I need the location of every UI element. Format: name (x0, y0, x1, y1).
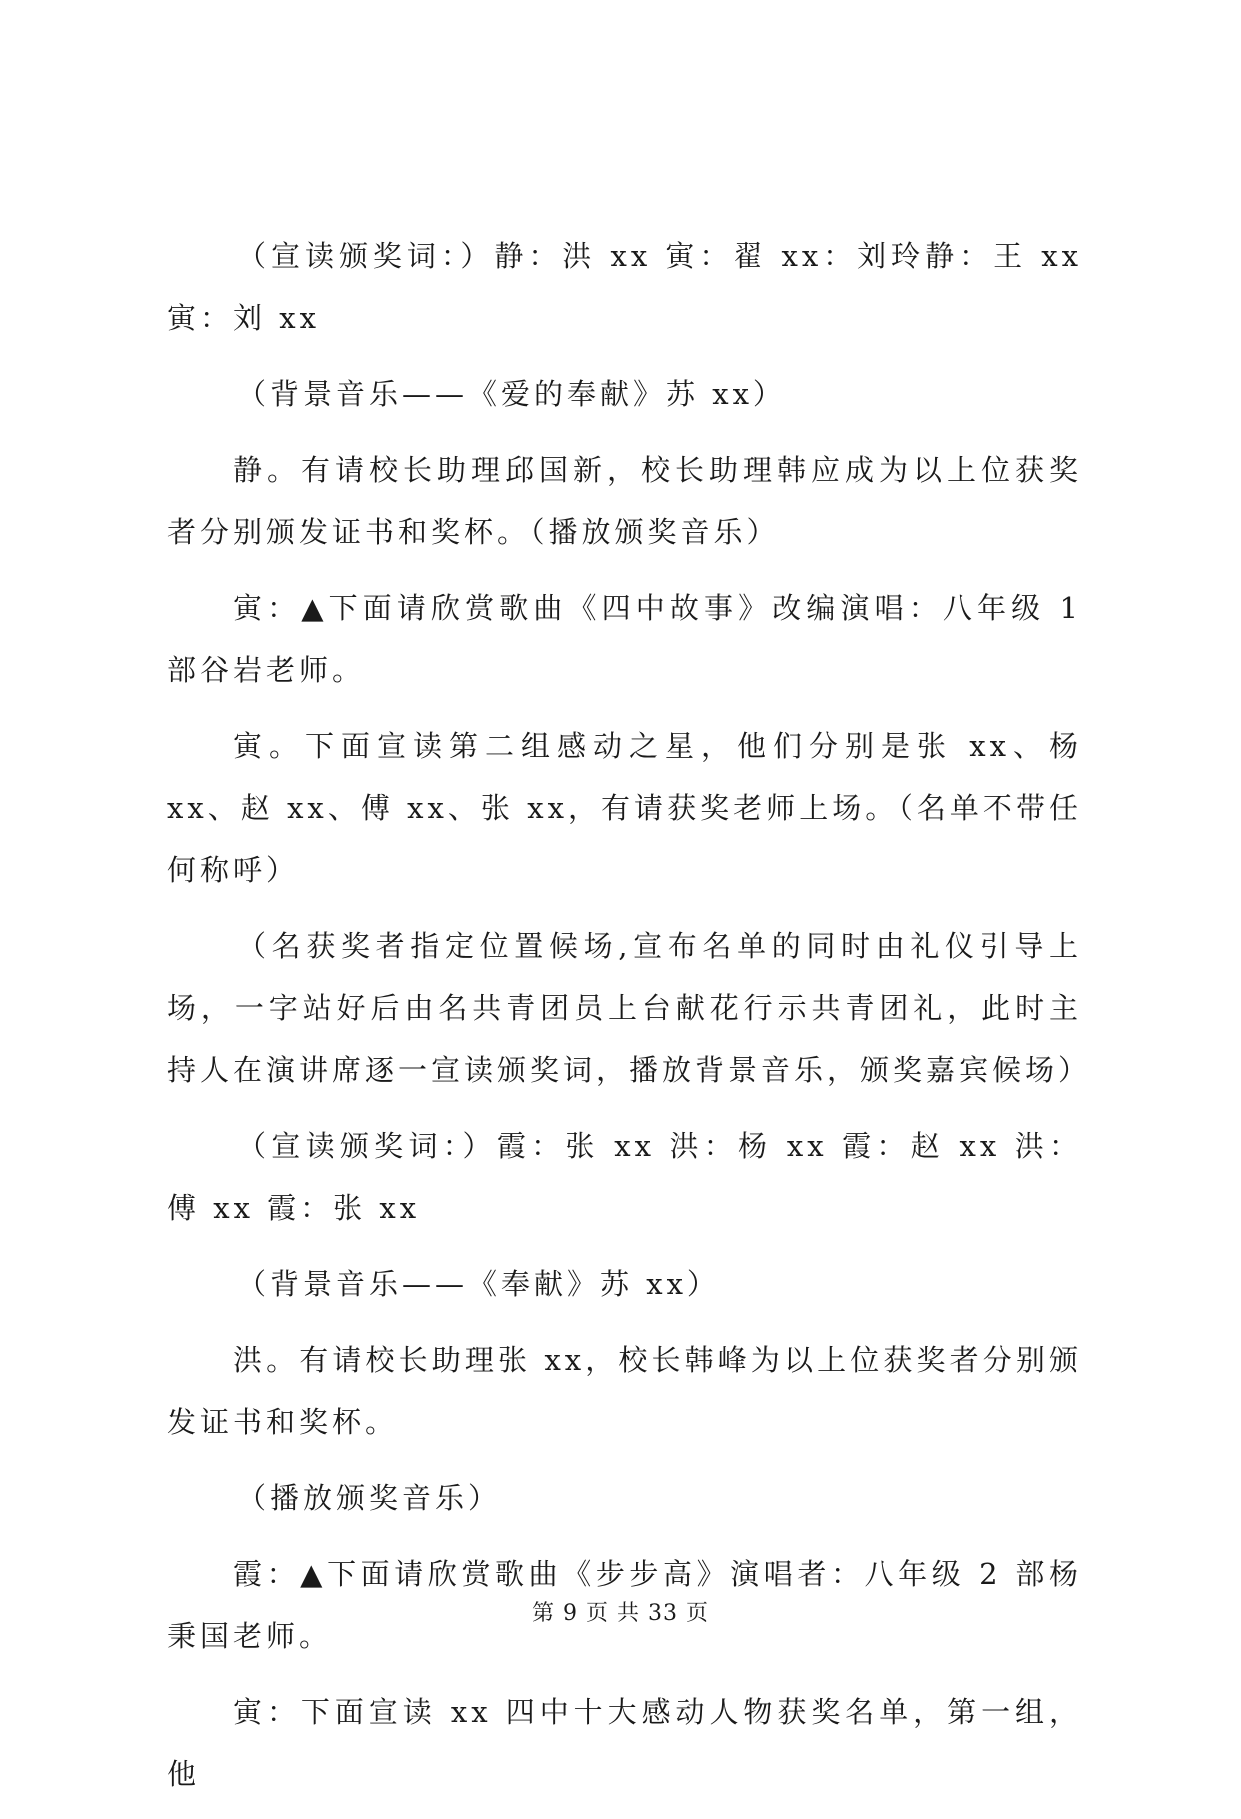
paragraph-song-1: 寅：▲下面请欣赏歌曲《四中故事》改编演唱：八年级 1 部谷岩老师。 (167, 591, 1082, 687)
paragraph-song-2: 霞：▲下面请欣赏歌曲《步步高》演唱者：八年级 2 部杨秉国老师。 (167, 1557, 1082, 1653)
paragraph-award-speech-2: （宣读颁奖词：）霞：张 xx 洪：杨 xx 霞：赵 xx 洪：傅 xx 霞：张 xx (167, 1129, 1082, 1225)
paragraph-background-music-1: （背景音乐——《爱的奉献》苏 xx） (237, 377, 786, 411)
paragraph-stage-directions: （名获奖者指定位置候场,宣布名单的同时由礼仪引导上场，一字站好后由名共青团员上台献花行示共青团礼，此时主持人在演讲席逐一宣读颁奖词，播放背景音乐，颁奖嘉宾候场） (167, 929, 1092, 1087)
paragraph-award-speech-1: （宣读颁奖词：）静：洪 xx 寅：翟 xx：刘玲静：王 xx 寅：刘 xx (167, 239, 1082, 335)
page-footer: 第 9 页 共 33 页 (532, 1601, 709, 1626)
paragraph-second-group: 寅。下面宣读第二组感动之星，他们分别是张 xx、杨 xx、赵 xx、傅 xx、张 xx，有请获奖老师上场。（名单不带任何称呼） (167, 729, 1082, 887)
paragraph-background-music-2: （背景音乐——《奉献》苏 xx） (237, 1267, 720, 1301)
paragraph-invite-presenters-2: 洪。有请校长助理张 xx，校长韩峰为以上位获奖者分别颁发证书和奖杯。 (167, 1343, 1082, 1439)
paragraph-top-ten-list: 寅：下面宣读 xx 四中十大感动人物获奖名单，第一组，他 (167, 1695, 1082, 1791)
document-body (167, 225, 1092, 1819)
paragraph-award-music: （播放颁奖音乐） (237, 1481, 502, 1515)
paragraph-invite-presenters-1: 静。有请校长助理邱国新，校长助理韩应成为以上位获奖者分别颁发证书和奖杯。（播放颁奖音乐） (167, 453, 1082, 549)
